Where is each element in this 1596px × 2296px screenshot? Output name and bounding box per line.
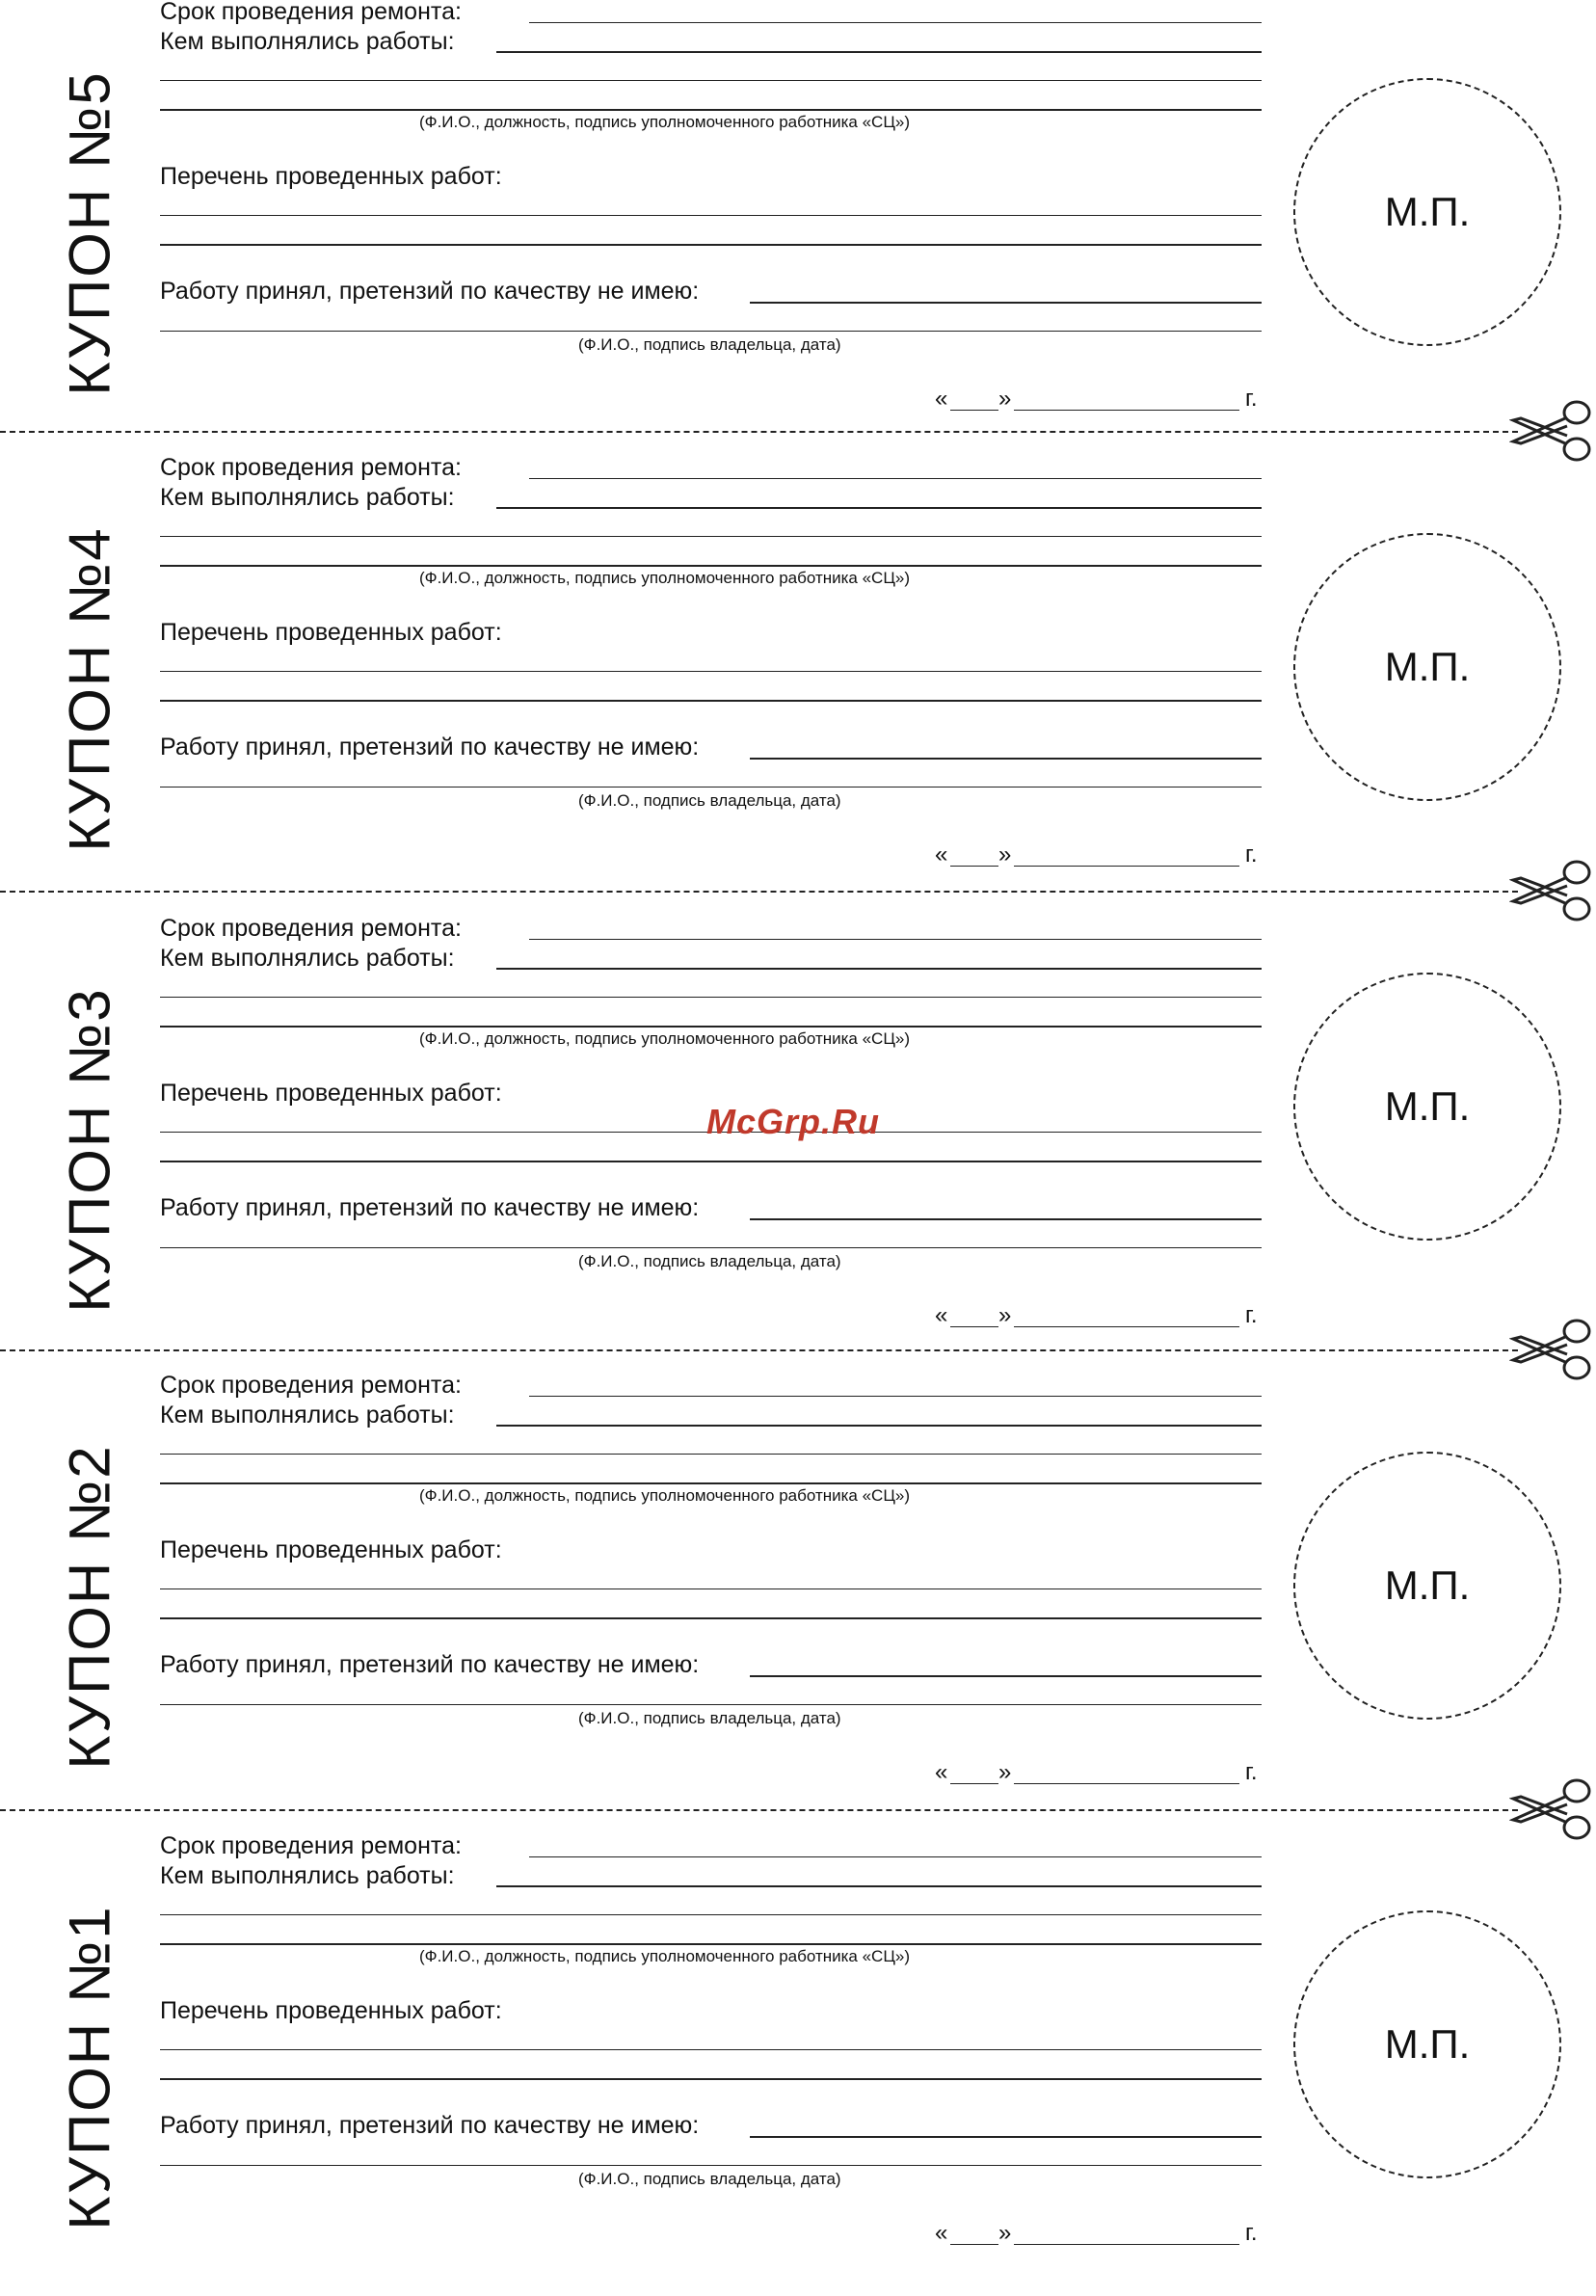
date-day-line xyxy=(950,1783,998,1784)
coupon-title-wrap xyxy=(46,5,133,462)
scissors-icon xyxy=(1509,859,1596,922)
repair-term-line xyxy=(529,1856,1262,1857)
accepted-line xyxy=(750,2136,1262,2138)
year-suffix: г. xyxy=(1245,1302,1258,1328)
owner-caption: (Ф.И.О., подпись владельца, дата) xyxy=(578,2170,841,2188)
watermark-text: McGrp.Ru xyxy=(706,1102,881,1141)
accepted-label: Работу принял, претензий по качеству не имею: xyxy=(160,2112,700,2139)
coupon-title-wrap xyxy=(46,1378,133,1835)
repair-term-line xyxy=(529,939,1262,940)
date-close-quote: » xyxy=(998,386,1012,412)
performed-by-line-2 xyxy=(160,1914,1262,1915)
year-suffix: г. xyxy=(1245,1759,1258,1785)
scissors-icon xyxy=(1509,1777,1596,1841)
coupon-title-wrap xyxy=(46,921,133,1378)
performed-by-label: Кем выполнялись работы: xyxy=(160,28,455,55)
works-list-line-2 xyxy=(160,1161,1262,1162)
coupon xyxy=(0,1832,1596,2296)
coupon-title: КУПОН №5 xyxy=(57,70,122,396)
date-month-line xyxy=(1014,2244,1239,2245)
coupon-title: КУПОН №2 xyxy=(57,1444,122,1770)
year-suffix: г. xyxy=(1245,841,1258,868)
scissors-icon xyxy=(1509,399,1596,463)
stamp-circle xyxy=(1293,533,1561,801)
performed-by-line-3 xyxy=(160,109,1262,111)
works-list-label: Перечень проведенных работ: xyxy=(160,1997,502,2024)
repair-term-line xyxy=(529,478,1262,479)
performed-by-label: Кем выполнялись работы: xyxy=(160,484,455,511)
accepted-label: Работу принял, претензий по качеству не имею: xyxy=(160,278,700,305)
stamp-label: М.П. xyxy=(1384,189,1471,234)
works-list-line-1 xyxy=(160,2049,1262,2050)
accepted-line xyxy=(750,302,1262,304)
cut-line xyxy=(0,891,1518,893)
performed-by-line xyxy=(496,1425,1262,1427)
works-list-line-1 xyxy=(160,215,1262,216)
coupon-title: КУПОН №3 xyxy=(57,987,122,1313)
worker-caption: (Ф.И.О., должность, подпись уполномоченного работника «СЦ») xyxy=(419,1029,911,1048)
accepted-line xyxy=(750,1675,1262,1677)
works-list-line-2 xyxy=(160,2078,1262,2080)
worker-caption: (Ф.И.О., должность, подпись уполномоченного работника «СЦ») xyxy=(419,1947,911,1965)
cut-line xyxy=(0,1349,1518,1351)
coupon xyxy=(0,1372,1596,1835)
owner-line xyxy=(160,787,1262,788)
year-suffix: г. xyxy=(1245,2220,1258,2246)
performed-by-line xyxy=(496,51,1262,53)
performed-by-line-2 xyxy=(160,80,1262,81)
owner-caption: (Ф.И.О., подпись владельца, дата) xyxy=(578,335,841,354)
stamp-circle xyxy=(1293,1910,1561,2178)
repair-term-label: Срок проведения ремонта: xyxy=(160,915,462,942)
owner-caption: (Ф.И.О., подпись владельца, дата) xyxy=(578,1709,841,1727)
date-month-line xyxy=(1014,866,1239,867)
owner-line xyxy=(160,2165,1262,2166)
accepted-line xyxy=(750,758,1262,760)
coupon-title-wrap xyxy=(46,461,133,918)
works-list-line-2 xyxy=(160,244,1262,246)
coupon-title: КУПОН №4 xyxy=(57,526,122,852)
date-day-line xyxy=(950,866,998,867)
accepted-label: Работу принял, претензий по качеству не имею: xyxy=(160,1651,700,1678)
repair-term-label: Срок проведения ремонта: xyxy=(160,454,462,481)
worker-caption: (Ф.И.О., должность, подпись уполномоченного работника «СЦ») xyxy=(419,1486,911,1505)
cut-line xyxy=(0,1809,1518,1811)
performed-by-line xyxy=(496,968,1262,970)
date-month-line xyxy=(1014,410,1239,411)
works-list-label: Перечень проведенных работ: xyxy=(160,1536,502,1563)
date-day-line xyxy=(950,410,998,411)
stamp-circle xyxy=(1293,78,1561,346)
owner-line xyxy=(160,1247,1262,1248)
owner-line xyxy=(160,331,1262,332)
works-list-label: Перечень проведенных работ: xyxy=(160,1080,502,1107)
stamp-circle xyxy=(1293,973,1561,1241)
repair-term-line xyxy=(529,22,1262,23)
date-open-quote: « xyxy=(935,1302,948,1328)
date-day-line xyxy=(950,2244,998,2245)
repair-term-label: Срок проведения ремонта: xyxy=(160,1372,462,1399)
performed-by-label: Кем выполнялись работы: xyxy=(160,1402,455,1428)
date-month-line xyxy=(1014,1326,1239,1327)
date-month-line xyxy=(1014,1783,1239,1784)
repair-term-label: Срок проведения ремонта: xyxy=(160,1832,462,1859)
accepted-line xyxy=(750,1218,1262,1220)
date-open-quote: « xyxy=(935,386,948,412)
scissors-icon xyxy=(1509,1318,1596,1381)
coupon xyxy=(0,915,1596,1378)
date-close-quote: » xyxy=(998,1302,1012,1328)
date-close-quote: » xyxy=(998,841,1012,868)
coupon xyxy=(0,0,1596,462)
coupon xyxy=(0,454,1596,918)
owner-caption: (Ф.И.О., подпись владельца, дата) xyxy=(578,791,841,810)
owner-caption: (Ф.И.О., подпись владельца, дата) xyxy=(578,1252,841,1270)
performed-by-label: Кем выполнялись работы: xyxy=(160,1862,455,1889)
owner-line xyxy=(160,1704,1262,1705)
performed-by-line-2 xyxy=(160,1454,1262,1455)
date-close-quote: » xyxy=(998,1759,1012,1785)
coupon-title-wrap xyxy=(46,1839,133,2296)
cut-line xyxy=(0,431,1518,433)
coupon-title: КУПОН №1 xyxy=(57,1905,122,2230)
stamp-label: М.П. xyxy=(1384,1083,1471,1129)
performed-by-line xyxy=(496,1885,1262,1887)
accepted-label: Работу принял, претензий по качеству не имею: xyxy=(160,734,700,761)
date-open-quote: « xyxy=(935,1759,948,1785)
repair-term-line xyxy=(529,1396,1262,1397)
repair-term-label: Срок проведения ремонта: xyxy=(160,0,462,25)
date-day-line xyxy=(950,1326,998,1327)
works-list-line-2 xyxy=(160,1617,1262,1619)
stamp-label: М.П. xyxy=(1384,1562,1471,1608)
stamp-label: М.П. xyxy=(1384,2021,1471,2067)
date-open-quote: « xyxy=(935,841,948,868)
year-suffix: г. xyxy=(1245,386,1258,412)
stamp-circle xyxy=(1293,1452,1561,1720)
performed-by-line-2 xyxy=(160,997,1262,998)
performed-by-line-3 xyxy=(160,1943,1262,1945)
stamp-label: М.П. xyxy=(1384,644,1471,689)
date-close-quote: » xyxy=(998,2220,1012,2246)
performed-by-label: Кем выполнялись работы: xyxy=(160,945,455,972)
works-list-line-2 xyxy=(160,700,1262,702)
performed-by-line-2 xyxy=(160,536,1262,537)
worker-caption: (Ф.И.О., должность, подпись уполномоченного работника «СЦ») xyxy=(419,569,911,587)
date-open-quote: « xyxy=(935,2220,948,2246)
performed-by-line-3 xyxy=(160,1026,1262,1028)
performed-by-line xyxy=(496,507,1262,509)
accepted-label: Работу принял, претензий по качеству не имею: xyxy=(160,1194,700,1221)
performed-by-line-3 xyxy=(160,565,1262,567)
worker-caption: (Ф.И.О., должность, подпись уполномоченного работника «СЦ») xyxy=(419,113,911,131)
works-list-label: Перечень проведенных работ: xyxy=(160,619,502,646)
works-list-line-1 xyxy=(160,671,1262,672)
works-list-label: Перечень проведенных работ: xyxy=(160,163,502,190)
performed-by-line-3 xyxy=(160,1482,1262,1484)
